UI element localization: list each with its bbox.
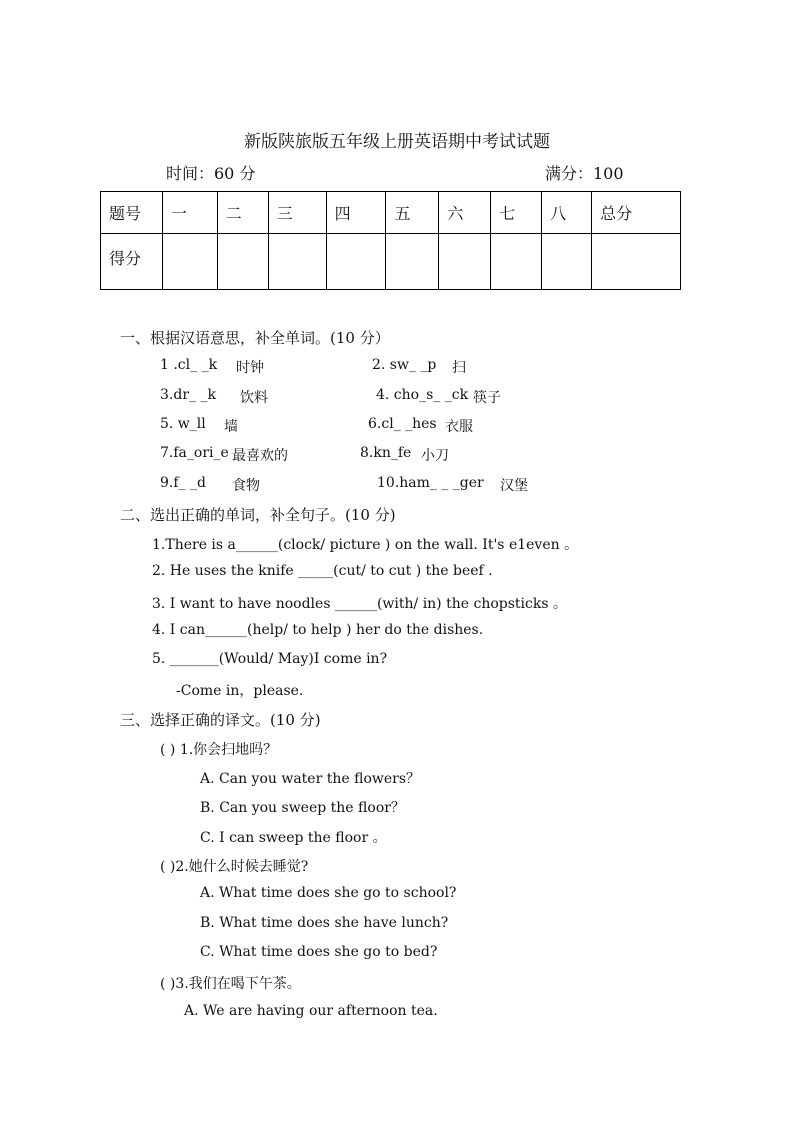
score-cell	[491, 234, 542, 290]
section-3-heading: 三、选择正确的译文。(10 分)	[120, 711, 321, 729]
question-word: 8.kn_fe	[360, 445, 412, 461]
question-word: 9.f_ _d	[160, 475, 206, 491]
sentence-item: 2. He uses the knife _____(cut/ to cut ) the beef .	[152, 563, 493, 579]
question-meaning: 食物	[232, 478, 260, 494]
question-meaning: 墙	[224, 419, 238, 435]
section-2-heading: 二、选出正确的单词，补全句子。(10 分)	[120, 506, 396, 524]
question-word: 2. sw_ _p	[372, 357, 437, 373]
score-header-cell: 总分	[592, 192, 681, 234]
translation-option: C. What time does she go to bed?	[200, 944, 438, 960]
score-header-cell: 一	[162, 192, 217, 234]
sentence-item: 3. I want to have noodles ______(with/ in) the chopsticks 。	[152, 596, 567, 612]
score-header-cell: 三	[268, 192, 326, 234]
exam-full-score: 满分：100	[545, 164, 624, 183]
score-cell	[268, 234, 326, 290]
score-cell	[592, 234, 681, 290]
exam-time: 时间：60 分	[166, 164, 256, 183]
section-1-heading: 一、根据汉语意思，补全单词。(10 分）	[120, 329, 390, 347]
question-meaning: 扫	[452, 360, 466, 376]
score-table-score-row	[101, 234, 681, 290]
score-header-cell: 六	[439, 192, 491, 234]
score-cell	[326, 234, 386, 290]
sentence-item: 4. I can______(help/ to help ) her do the dishes.	[152, 622, 484, 638]
score-table	[100, 191, 681, 290]
score-header-cell: 八	[542, 192, 592, 234]
score-header-cell: 七	[491, 192, 542, 234]
question-word: 3.dr_ _k	[160, 387, 216, 403]
score-cell	[439, 234, 491, 290]
translation-option: A. Can you water the flowers？	[200, 771, 421, 787]
exam-title: 新版陕旅版五年级上册英语期中考试试题	[244, 132, 550, 152]
translation-option: A. What time does she go to school?	[200, 885, 457, 901]
translation-question: ( )2.她什么时候去睡觉?	[160, 859, 309, 875]
score-cell	[162, 234, 217, 290]
score-row-label: 得分	[101, 234, 163, 290]
translation-option: B. Can you sweep the floor？	[200, 800, 405, 816]
score-header-cell: 五	[386, 192, 439, 234]
question-meaning: 最喜欢的	[232, 448, 288, 464]
question-word: 7.fa_ori_e	[160, 445, 229, 461]
question-meaning: 小刀	[421, 448, 449, 464]
sentence-item: 1.There is a______(clock/ picture ) on the wall. It's e1even 。	[152, 537, 579, 553]
question-word: 5. w_ll	[160, 416, 206, 432]
sentence-item: -Come in，please.	[176, 683, 304, 699]
translation-option: A. We are having our afternoon tea.	[184, 1003, 438, 1019]
translation-option: B. What time does she have lunch?	[200, 915, 449, 931]
question-meaning: 筷子	[473, 390, 501, 406]
question-meaning: 汉堡	[500, 478, 528, 494]
score-header-cell: 二	[217, 192, 268, 234]
score-table-header-row	[101, 192, 681, 234]
score-cell	[542, 234, 592, 290]
question-word: 6.cl_ _hes	[368, 416, 437, 432]
score-header-cell: 题号	[101, 192, 163, 234]
score-cell	[217, 234, 268, 290]
translation-question: ( ) 1.你会扫地吗？	[160, 742, 278, 758]
score-header-cell: 四	[326, 192, 386, 234]
sentence-item: 5. _______(Would/ May)I come in?	[152, 651, 388, 667]
translation-question: ( )3.我们在喝下午茶。	[160, 976, 301, 992]
score-cell	[386, 234, 439, 290]
question-word: 4. cho_s_ _ck	[376, 387, 469, 403]
question-meaning: 衣服	[445, 419, 473, 435]
translation-option: C. I can sweep the floor 。	[200, 830, 387, 846]
question-meaning: 饮料	[240, 390, 268, 406]
question-word: 10.ham_ _ _ger	[377, 475, 484, 491]
question-meaning: 时钟	[236, 360, 264, 376]
question-word: 1 .cl_ _k	[160, 357, 218, 373]
